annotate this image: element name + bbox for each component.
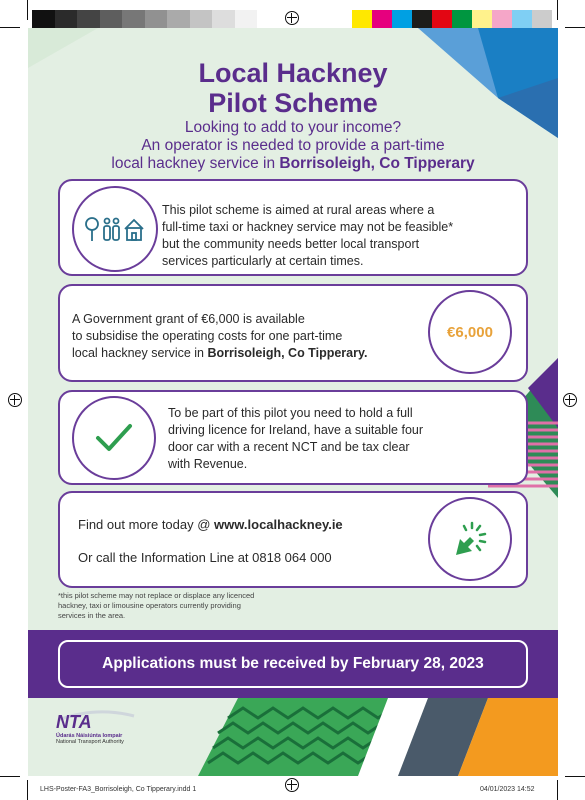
crop-mark (565, 27, 585, 28)
gray-swatch (77, 10, 100, 28)
nta-english-name: National Transport Authority (56, 739, 124, 745)
color-swatch (492, 10, 512, 28)
color-calibration-bar (352, 10, 552, 28)
click-cursor-icon (450, 519, 490, 559)
gray-swatch (212, 10, 235, 28)
crop-mark (557, 0, 558, 20)
rural-text-line: full-time taxi or hackney service may not be feasible* (162, 220, 454, 234)
color-swatch (432, 10, 452, 28)
rural-text-line: but the community needs better local transport (162, 237, 420, 251)
color-swatch (412, 10, 432, 28)
checkmark-icon (94, 422, 134, 454)
slug-filename: LHS-Poster-FA3_Borrisoleigh, Co Tipperary.indd 1 (40, 786, 197, 793)
gray-swatch (55, 10, 78, 28)
gray-swatch (190, 10, 213, 28)
crop-mark (27, 0, 28, 20)
gray-swatch (145, 10, 168, 28)
check-icon-circle (72, 396, 156, 480)
grant-text-line: A Government grant of €6,000 is available (72, 312, 305, 326)
subtitle-line1: Looking to add to your income? (184, 119, 402, 136)
rural-text-line: This pilot scheme is aimed at rural areas where a (162, 203, 435, 217)
footnote-line: services in the area. (58, 611, 126, 620)
nta-irish-name: Údarás Náisiúnta Iompair (56, 733, 123, 739)
color-swatch (372, 10, 392, 28)
gray-swatch (235, 10, 258, 28)
grant-amount-badge: €6,000 (447, 323, 493, 341)
color-swatch (512, 10, 532, 28)
crop-mark (0, 27, 20, 28)
nta-logo (56, 712, 124, 745)
color-swatch (352, 10, 372, 28)
registration-mark-left (8, 393, 22, 407)
subtitle-place: Borrisoleigh, Co Tipperary (279, 155, 475, 172)
registration-mark-top (285, 11, 299, 25)
slug-date: 04/01/2023 14:52 (480, 786, 535, 793)
requirements-text (168, 405, 508, 473)
phone-line: Or call the Information Line at 0818 064 000 (78, 550, 332, 565)
rural-text (162, 202, 532, 270)
registration-mark-bottom (285, 778, 299, 792)
registration-mark-right (563, 393, 577, 407)
poster (28, 28, 558, 776)
rural-icon-circle (72, 186, 158, 272)
crop-mark (0, 776, 20, 777)
requirements-text-line: To be part of this pilot you need to hold a full (168, 406, 413, 420)
color-swatch (452, 10, 472, 28)
grant-badge-circle (428, 290, 512, 374)
requirements-text-line: driving licence for Ireland, have a suitable four (168, 423, 424, 437)
gray-swatch (122, 10, 145, 28)
tree-people-house-icon (84, 215, 146, 243)
find-out-prefix: Find out more today @ (78, 517, 215, 532)
grant-text-line (72, 345, 432, 362)
requirements-text-line: door car with a recent NCT and be tax clear (168, 440, 410, 454)
subtitle-line2: An operator is needed to provide a part-time (141, 137, 445, 154)
gray-swatch (32, 10, 55, 28)
find-out-line (78, 516, 438, 533)
poster-title-line1: Local Hackney (198, 58, 388, 88)
click-icon-circle (428, 497, 512, 581)
grant-text-prefix: local hackney service in (72, 346, 208, 360)
subtitle-line3-prefix: local hackney service in (111, 155, 280, 172)
crop-mark (565, 776, 585, 777)
subtitle-line3 (28, 154, 558, 173)
color-swatch (472, 10, 492, 28)
footnote-line: hackney, taxi or limousine operators currently providing (58, 601, 241, 610)
website-link[interactable]: www.localhackney.ie (214, 517, 343, 532)
color-swatch (392, 10, 412, 28)
poster-title-line2: Pilot Scheme (208, 88, 378, 118)
footnote-line: *this pilot scheme may not replace or displace any licenced (58, 591, 255, 600)
rural-text-line: services particularly at certain times. (162, 254, 364, 268)
grant-place: Borrisoleigh, Co Tipperary. (207, 346, 368, 360)
footnote (58, 591, 328, 621)
grant-text-line: to subsidise the operating costs for one part-time (72, 329, 343, 343)
deadline-banner (28, 630, 558, 698)
grant-text (72, 311, 432, 362)
crop-mark (557, 780, 558, 800)
deadline-text: Applications must be received by February 28, 2023 (58, 640, 528, 688)
gray-swatch (167, 10, 190, 28)
gray-swatch (100, 10, 123, 28)
requirements-text-line: with Revenue. (168, 457, 248, 471)
gray-calibration-bar (32, 10, 257, 28)
crop-mark (27, 780, 28, 800)
color-swatch (532, 10, 552, 28)
nta-logo-text: NTA (56, 712, 92, 732)
